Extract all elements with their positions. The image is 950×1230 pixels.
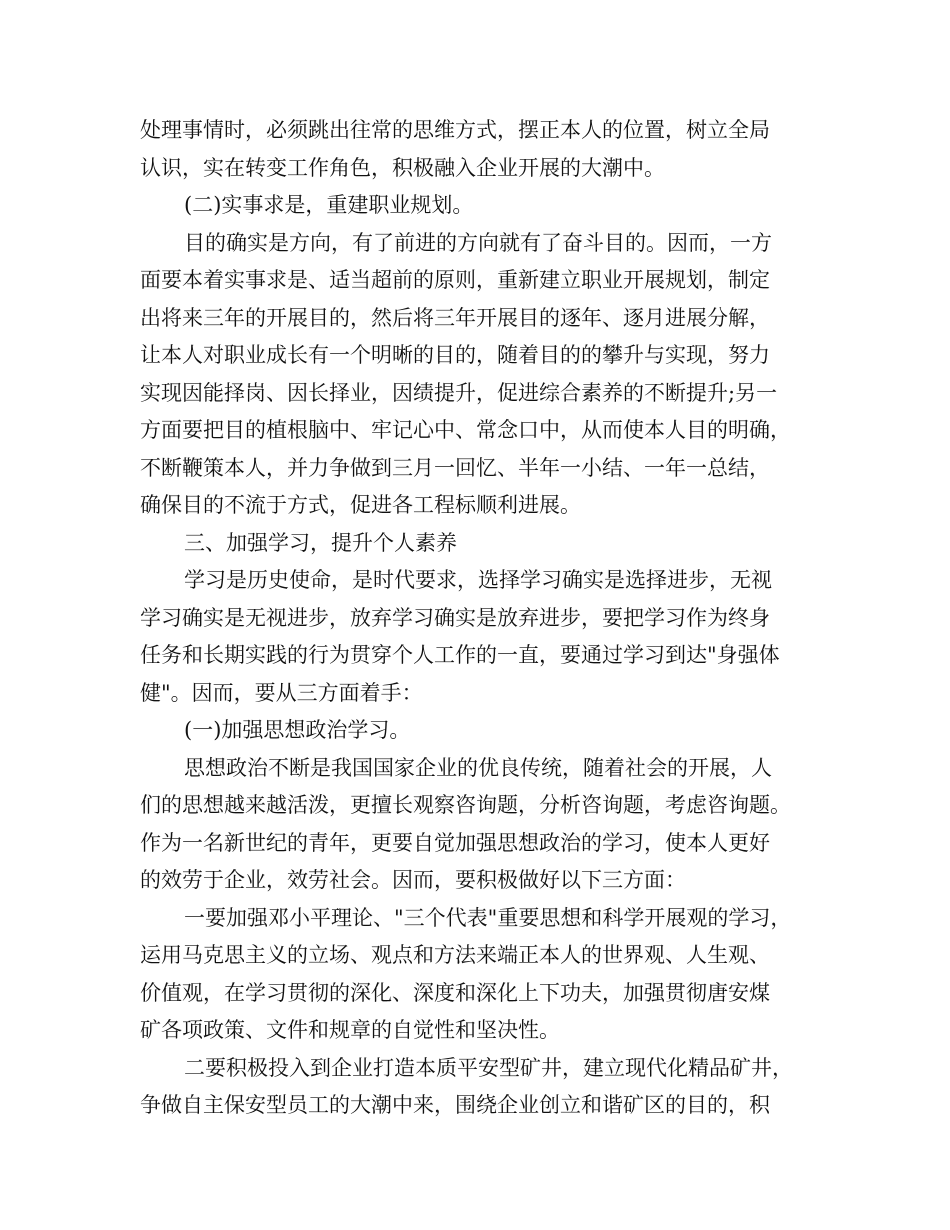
text-line: 三、加强学习，提升个人素养 [184,530,457,555]
text-line: 学习是历史使命，是时代要求，选择学习确实是选择进步，无视 [184,568,772,592]
text-line: 面要本着实事求是、适当超前的原则，重新建立职业开展规划，制定 [140,268,770,292]
text-line: 学习确实是无视进步，放弃学习确实是放弃进步，要把学习作为终身 [140,605,770,630]
text-line: 一要加强邓小平理论、"三个代表"重要思想和科学开展观的学习， [184,905,792,930]
text-line: 任务和长期实践的行为贯穿个人工作的一直，要通过学习到达"身强体 [140,643,780,667]
text-line: 目的确实是方向，有了前进的方向就有了奋斗目的。因而，一方 [184,230,772,255]
text-line: 价值观，在学习贯彻的深化、深度和深化上下功夫，加强贯彻唐安煤 [140,980,770,1005]
text-line: 作为一名新世纪的青年，更要自觉加强思想政治的学习，使本人更好 [140,830,770,855]
text-line: 争做自主保安型员工的大潮中来，围绕企业创立和谐矿区的目的，积 [140,1093,770,1117]
text-line: 让本人对职业成长有一个明晰的目的，随着目的的攀升与实现，努力 [140,343,770,367]
text-line: 矿各项政策、文件和规章的自觉性和坚决性。 [140,1018,560,1042]
text-line: 思想政治不断是我国国家企业的优良传统，随着社会的开展，人 [184,755,772,780]
text-line: (一)加强思想政治学习。 [184,718,411,742]
text-line: 认识，实在转变工作角色，积极融入企业开展的大潮中。 [140,155,665,180]
text-line: 不断鞭策本人，并力争做到三月一回忆、半年一小结、一年一总结， [140,455,770,480]
text-line: 们的思想越来越活泼，更擅长观察咨询题，分析咨询题，考虑咨询题。 [140,793,791,817]
text-line: 的效劳于企业，效劳社会。因而，要积极做好以下三方面： [140,868,686,892]
text-line: 健"。因而，要从三方面着手： [140,680,423,705]
text-line: 确保目的不流于方式，促进各工程标顺利进展。 [140,493,581,517]
document-page [140,112,810,1125]
text-line: 二要积极投入到企业打造本质平安型矿井，建立现代化精品矿井， [184,1055,793,1080]
text-line: 实现因能择岗、因长择业，因绩提升，促进综合素养的不断提升;另一 [140,380,778,405]
text-line: 处理事情时，必须跳出往常的思维方式，摆正本人的位置，树立全局 [140,118,770,142]
text-line: 方面要把目的植根脑中、牢记心中、常念口中，从而使本人目的明确， [140,418,791,442]
text-line: (二)实事求是，重建职业规划。 [184,193,474,217]
text-line: 出将来三年的开展目的，然后将三年开展目的逐年、逐月进展分解， [140,305,770,330]
text-line: 运用马克思主义的立场、观点和方法来端正本人的世界观、人生观、 [140,943,770,967]
